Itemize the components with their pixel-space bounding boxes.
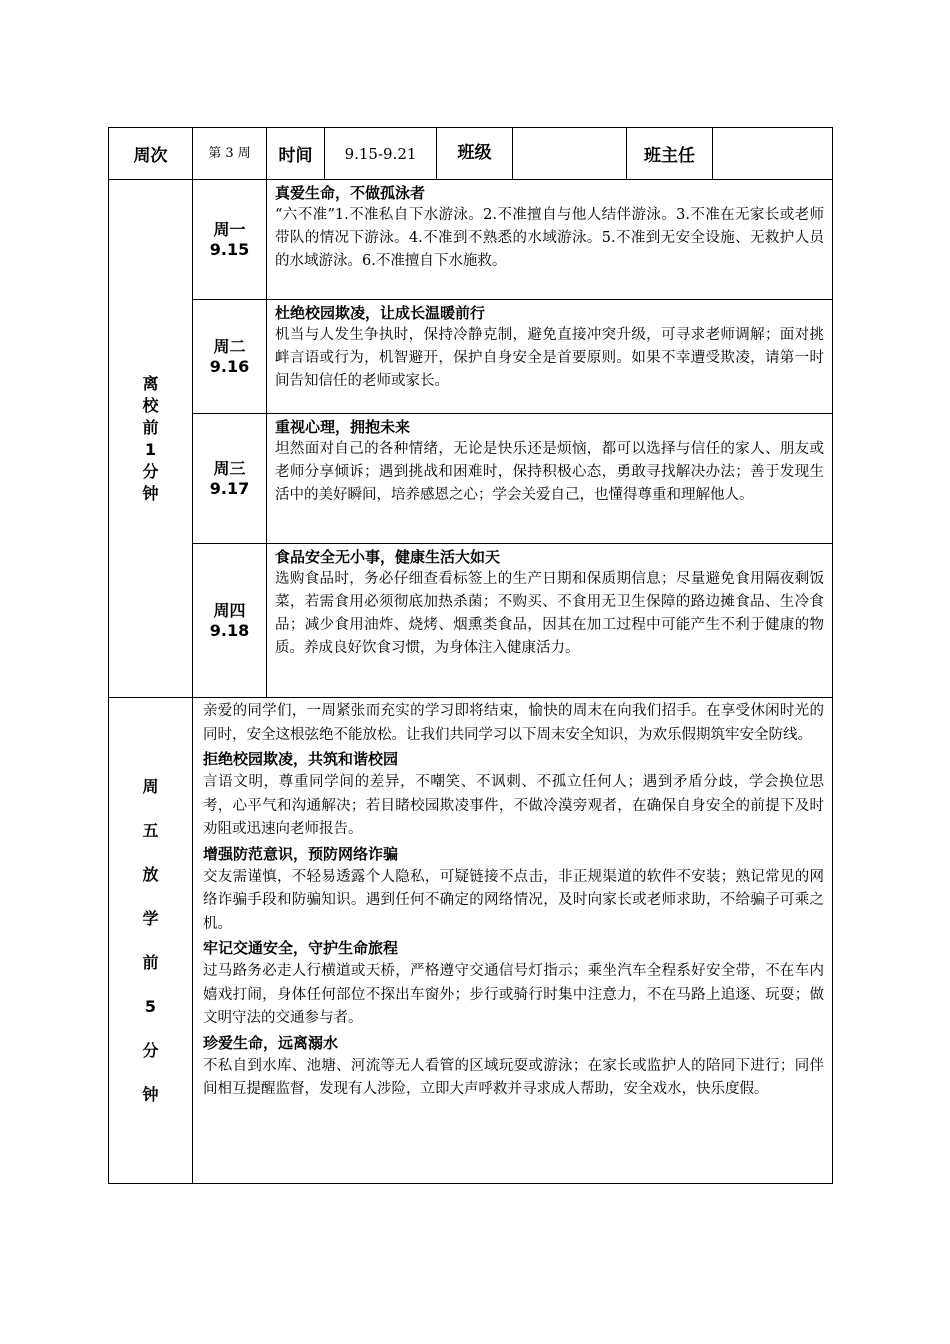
monday-text: “六不准”1.不准私自下水游泳。2.不准擅自与他人结伴游泳。3.不准在无家长或老师带队的情况下游泳。4.不准到不熟悉的水域游泳。5.不准到无安全设施、无救护人员的水域游泳。6.不准擅自下水施救。 bbox=[275, 207, 824, 269]
wednesday-label bbox=[193, 414, 267, 544]
section-char: 5 bbox=[144, 996, 157, 1016]
week-value: 第 3 周 bbox=[193, 128, 267, 180]
day-date: 9.18 bbox=[209, 620, 250, 640]
monday-title: 真爱生命，不做孤泳者 bbox=[275, 184, 426, 202]
monday-row bbox=[109, 180, 833, 300]
class-label: 班级 bbox=[437, 128, 513, 180]
day-date: 9.17 bbox=[209, 478, 250, 498]
friday-topic-title: 拒绝校园欺凌，共筑和谐校园 bbox=[203, 750, 399, 768]
weekly-safety-table bbox=[108, 127, 833, 1184]
monday-content bbox=[267, 180, 833, 300]
before-leave-section-label bbox=[109, 180, 193, 698]
tuesday-row bbox=[109, 300, 833, 414]
wednesday-title: 重视心理，拥抱未来 bbox=[275, 418, 411, 436]
section-char: 钟 bbox=[142, 483, 159, 503]
thursday-content bbox=[267, 544, 833, 698]
day-name: 周四 bbox=[213, 600, 246, 620]
tuesday-content bbox=[267, 300, 833, 414]
thursday-text: 选购食品时，务必仔细查看标签上的生产日期和保质期信息；尽量避免食用隔夜剩饭菜，若需食用必须彻底加热杀菌；不购买、不食用无卫生保障的路边摊食品、生冷食品；减少食用油炸、烧烤、烟熏类食品，因其在加工过程中可能产生不利于健康的物质。养成良好饮食习惯，为身体注入健康活力。 bbox=[275, 571, 824, 656]
monday-label bbox=[193, 180, 267, 300]
friday-topic-text: 交友需谨慎，不轻易透露个人隐私，可疑链接不点击，非正规渠道的软件不安装；熟记常见的网络诈骗手段和防骗知识。遇到任何不确定的网络情况，及时向家长或老师求助，不给骗子可乘之机。 bbox=[203, 868, 824, 932]
week-label: 周次 bbox=[109, 128, 193, 180]
section-char: 五 bbox=[142, 820, 159, 840]
section-char: 前 bbox=[142, 417, 159, 437]
friday-section-label bbox=[109, 698, 193, 1184]
section-char: 前 bbox=[142, 952, 159, 972]
section-char: 钟 bbox=[142, 1084, 159, 1104]
friday-content bbox=[193, 698, 833, 1184]
class-value bbox=[513, 128, 627, 180]
teacher-value bbox=[713, 128, 833, 180]
friday-topic-title: 珍爱生命，远离溺水 bbox=[203, 1033, 339, 1052]
wednesday-row bbox=[109, 414, 833, 544]
day-name: 周三 bbox=[213, 458, 246, 478]
wednesday-content bbox=[267, 414, 833, 544]
friday-topic-text: 言语文明，尊重同学间的差异，不嘲笑、不讽刺、不孤立任何人；遇到矛盾分歧，学会换位思考，心平气和沟通解决；若目睹校园欺凌事件，不做冷漠旁观者，在确保自身安全的前提下及时劝阻或迅速向老师报告。 bbox=[203, 774, 824, 837]
thursday-title: 食品安全无小事，健康生活大如天 bbox=[275, 548, 501, 566]
time-value: 9.15-9.21 bbox=[325, 128, 437, 180]
section-char: 离 bbox=[142, 373, 159, 393]
section-char: 学 bbox=[142, 908, 159, 928]
friday-topic-text: 不私自到水库、池塘、河流等无人看管的区域玩耍或游泳；在家长或监护人的陪同下进行；同伴间相互提醒监督，发现有人涉险，立即大声呼救并寻求成人帮助，安全戏水，快乐度假。 bbox=[203, 1057, 824, 1097]
day-date: 9.15 bbox=[209, 239, 250, 259]
tuesday-text: 机当与人发生争执时，保持冷静克制，避免直接冲突升级，可寻求老师调解；面对挑衅言语或行为，机智避开，保护自身安全是首要原则。如果不幸遭受欺凌，请第一时间告知信任的老师或家长。 bbox=[275, 327, 824, 389]
section-char: 校 bbox=[142, 395, 159, 415]
section-char: 分 bbox=[142, 1040, 159, 1060]
time-label: 时间 bbox=[267, 128, 325, 180]
section-char: 放 bbox=[142, 864, 159, 884]
header-row bbox=[109, 128, 833, 180]
friday-topic-title: 牢记交通安全，守护生命旅程 bbox=[203, 939, 399, 957]
section-char: 分 bbox=[142, 461, 159, 481]
day-name: 周二 bbox=[213, 336, 246, 356]
friday-row bbox=[109, 698, 833, 1184]
section-char: 1 bbox=[144, 439, 157, 459]
tuesday-title: 杜绝校园欺凌，让成长温暖前行 bbox=[275, 304, 486, 322]
wednesday-text: 坦然面对自己的各种情绪，无论是快乐还是烦恼，都可以选择与信任的家人、朋友或老师分享倾诉；遇到挑战和困难时，保持积极心态，勇敢寻找解决办法；善于发现生活中的美好瞬间，培养感恩之心；学会关爱自己，也懂得尊重和理解他人。 bbox=[275, 441, 824, 503]
friday-topic-text: 过马路务必走人行横道或天桥，严格遵守交通信号灯指示；乘坐汽车全程系好安全带，不在车内嬉戏打闹，身体任何部位不探出车窗外；步行或骑行时集中注意力，不在马路上追逐、玩耍；做文明守法的交通参与者。 bbox=[203, 963, 824, 1026]
day-name: 周一 bbox=[213, 219, 246, 239]
thursday-label bbox=[193, 544, 267, 698]
thursday-row bbox=[109, 544, 833, 698]
friday-topic-title: 增强防范意识，预防网络诈骗 bbox=[203, 844, 399, 863]
tuesday-label bbox=[193, 300, 267, 414]
teacher-label: 班主任 bbox=[627, 128, 713, 180]
day-date: 9.16 bbox=[209, 356, 250, 376]
section-char: 周 bbox=[142, 776, 159, 796]
friday-intro: 亲爱的同学们，一周紧张而充实的学习即将结束，愉快的周末在向我们招手。在享受休闲时光的同时，安全这根弦绝不能放松。让我们共同学习以下周末安全知识，为欢乐假期筑牢安全防线。 bbox=[203, 703, 824, 743]
